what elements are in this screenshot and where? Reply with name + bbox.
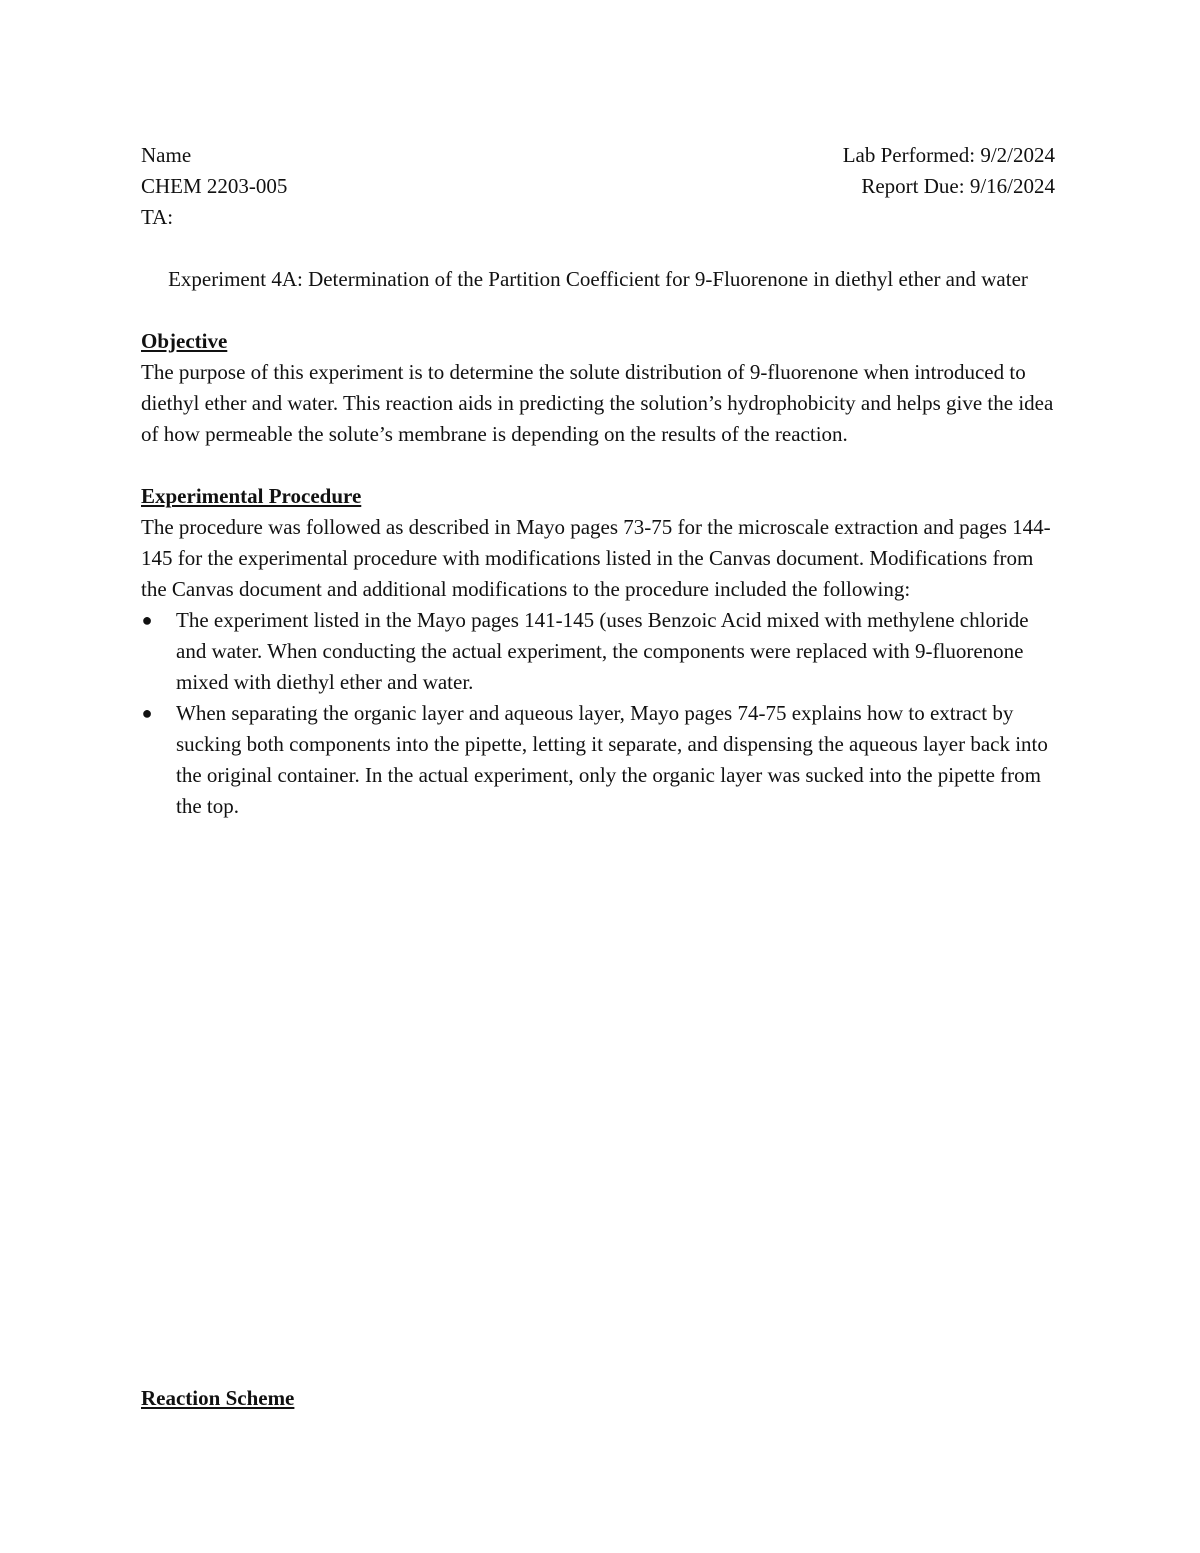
document-page [141,140,1055,822]
header-row-3 [141,202,1055,233]
list-item-text: When separating the organic layer and aqueous layer, Mayo pages 74-75 explains how to extract by sucking both components into the pipette, letting it separate, and dispensing the aqueous layer back into the original container. In the actual experiment, only the organic layer was sucked into the pipette from the top. [176,701,1048,818]
procedure-heading: Experimental Procedure [141,484,362,508]
objective-heading: Objective [141,329,228,353]
student-name-label: Name [141,143,192,167]
list-item [141,698,1055,822]
header-row-1 [141,140,1055,171]
bullet-icon: ● [141,703,153,723]
course-code: CHEM 2203-005 [141,174,288,198]
report-due-date: Report Due: 9/16/2024 [861,174,1055,198]
lab-performed-date: Lab Performed: 9/2/2024 [842,143,1055,167]
bullet-icon: ● [141,610,153,630]
list-item [141,605,1055,698]
objective-text: The purpose of this experiment is to determine the solute distribution of 9-fluorenone when introduced to diethyl ether and water. This reaction aids in predicting the solution’s hydrophobicity and helps give the idea of how permeable the solute’s membrane is depending on the results of the reaction. [141,360,1054,446]
header-row-2 [141,171,1055,202]
reaction-scheme-heading: Reaction Scheme [141,1386,295,1410]
document-title: Experiment 4A: Determination of the Partition Coefficient for 9-Fluorenone in diethyl ether and water [168,267,1028,291]
ta-label: TA: [141,205,174,229]
list-item-text: The experiment listed in the Mayo pages 141-145 (uses Benzoic Acid mixed with methylene chloride and water. When conducting the actual experiment, the components were replaced with 9-fluorenone mixed with diethyl ether and water. [176,608,1029,694]
procedure-text: The procedure was followed as described in Mayo pages 73-75 for the microscale extraction and pages 144-145 for the experimental procedure with modifications listed in the Canvas document. Modifications from the Canvas document and additional modifications to the procedure included the following: [141,515,1051,601]
modification-list [141,605,1055,822]
